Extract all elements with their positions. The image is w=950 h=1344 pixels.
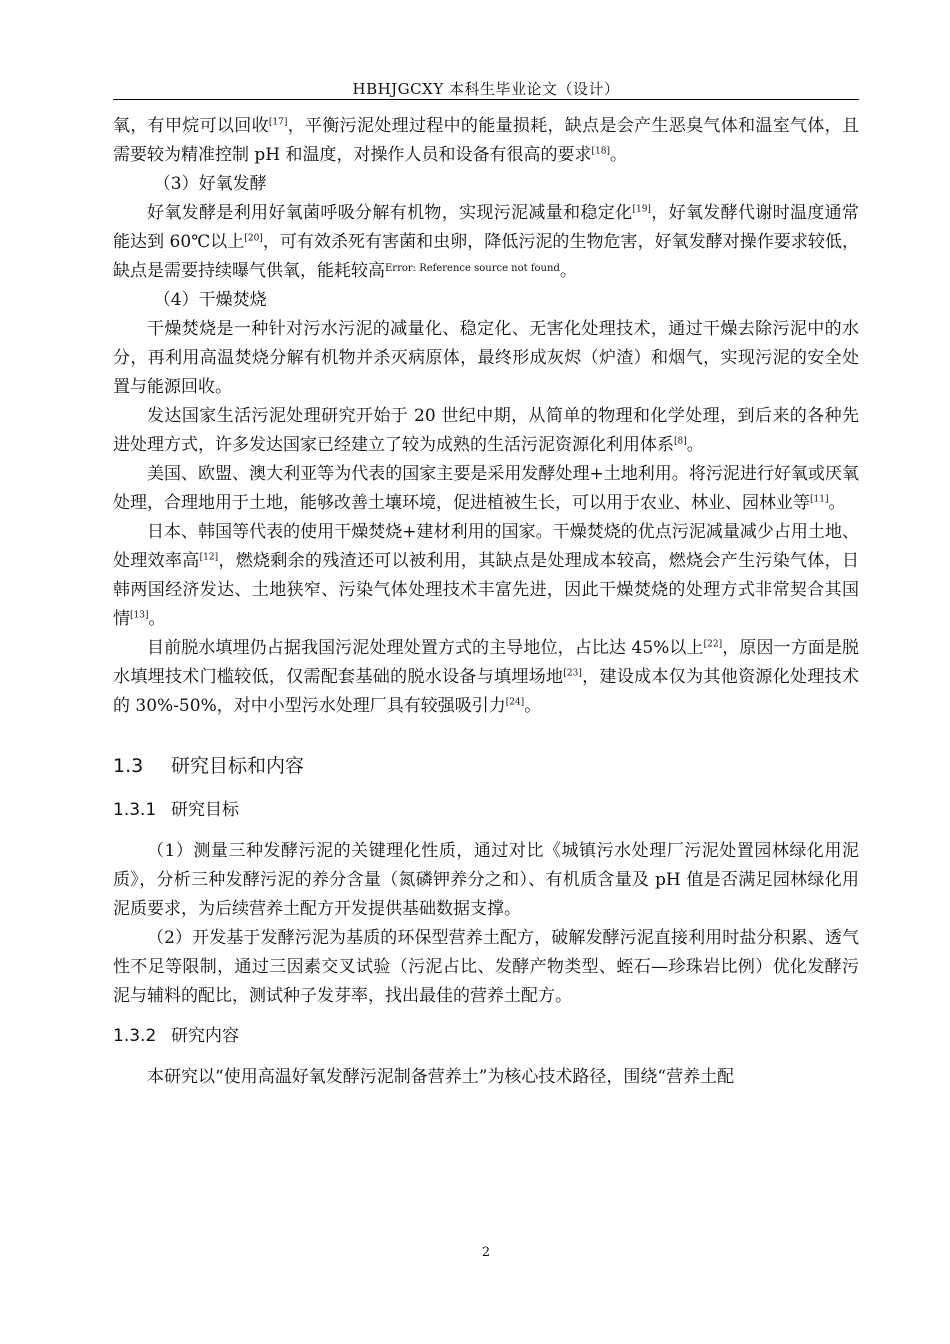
- paragraph-text: 日本、韩国等代表的使用干燥焚烧+建材利用的国家。干燥焚烧的优点污泥减量减少占用土地、处理效率高: [113, 522, 859, 571]
- page-body: [113, 112, 859, 1092]
- paragraph-text: （1）测量三种发酵污泥的关键理化性质，通过对比《城镇污水处理厂污泥处置园林绿化用泥质》，分析三种发酵污泥的养分含量（氮磷钾养分之和）、有机质含量及 pH 值是否满足园林绿化用泥质要求，为后续营养土配方开发提供基础数据支撑。: [113, 841, 859, 919]
- paragraph-group-content: [113, 1063, 859, 1092]
- paragraph-text: 。: [148, 609, 166, 629]
- section-heading-1-3: [113, 751, 859, 781]
- paragraph-text: 美国、欧盟、澳大利亚等为代表的国家主要是采用发酵处理+土地利用。将污泥进行好氧或厌氧处理，合理地用于土地，能够改善土壤环境，促进植被生长，可以用于农业、林业、园林业等: [113, 464, 859, 513]
- paragraph-text: 。: [828, 493, 846, 513]
- section-heading-1-3-1: [113, 795, 859, 825]
- citation-ref: [8]: [674, 436, 687, 447]
- citation-ref: [24]: [505, 697, 525, 708]
- body-paragraph: [113, 924, 859, 1011]
- citation-ref: [12]: [199, 552, 219, 563]
- page-number: 2: [481, 1245, 491, 1260]
- paragraph-text: ，燃烧剩余的残渣还可以被利用，其缺点是处理成本较高，燃烧会产生污染气体，日韩两国经济发达、土地狭窄、污染气体处理技术丰富先进，因此干燥焚烧的处理方式非常契合其国情: [113, 551, 859, 629]
- citation-ref: [18]: [591, 146, 610, 157]
- body-paragraph: [113, 170, 859, 199]
- body-paragraph: [113, 1063, 859, 1092]
- citation-ref: [20]: [244, 233, 263, 244]
- paragraph-text: 目前脱水填埋仍占据我国污泥处理处置方式的主导地位，占比达 45%以上: [147, 638, 704, 658]
- section-title: 研究目标: [171, 800, 239, 820]
- paragraph-text: 发达国家生活污泥处理研究开始于 20 世纪中期，从简单的物理和化学处理，到后来的各种先进处理方式，许多发达国家已经建立了较为成熟的生活污泥资源化利用体系: [113, 406, 859, 455]
- paragraph-text: （4）干燥焚烧: [153, 290, 267, 310]
- paragraph-text: 。: [524, 696, 542, 716]
- body-paragraph: [113, 112, 859, 170]
- paragraph-group-background: [113, 112, 859, 721]
- citation-ref: [13]: [130, 610, 149, 621]
- paragraph-text: 本研究以“使用高温好氧发酵污泥制备营养土”为核心技术路径，围绕“营养土配: [147, 1067, 735, 1087]
- paragraph-text: ，原因一方面是脱水填埋技术门槛较低，仅需配套基础的脱水设备与填埋场地: [113, 638, 859, 687]
- paragraph-text: ，好氧发酵代谢时温度通常能达到 60℃以上: [113, 203, 860, 252]
- citation-ref: [19]: [632, 204, 651, 215]
- section-number: 1.3.2: [113, 1026, 157, 1046]
- section-title: 研究目标和内容: [171, 755, 305, 777]
- citation-ref: Error: Reference source not found: [385, 263, 560, 274]
- section-number: 1.3: [113, 755, 144, 777]
- paragraph-text: 。: [610, 145, 627, 165]
- body-paragraph: [113, 634, 859, 721]
- paragraph-text: 干燥焚烧是一种针对污水污泥的减量化、稳定化、无害化处理技术，通过干燥去除污泥中的水分，再利用高温焚烧分解有机物并杀灭病原体，最终形成灰烬（炉渣）和烟气，实现污泥的安全处置与能源回收。: [113, 319, 859, 397]
- body-paragraph: [113, 199, 859, 286]
- header-rule: [113, 99, 859, 100]
- paragraph-text: ，建设成本仅为其他资源化处理技术的 30%-50%，对中小型污水处理厂具有较强吸引力: [113, 667, 860, 716]
- section-title: 研究内容: [171, 1026, 239, 1046]
- body-paragraph: [113, 837, 859, 924]
- section-heading-1-3-2: [113, 1021, 859, 1051]
- running-header: HBHJGCXY 本科生毕业论文（设计）: [352, 80, 620, 98]
- body-paragraph: [113, 315, 859, 402]
- paragraph-group-goals: [113, 837, 859, 1011]
- citation-ref: [17]: [268, 117, 288, 128]
- paragraph-text: 。: [559, 261, 577, 281]
- citation-ref: [11]: [810, 494, 829, 505]
- paragraph-text: 好氧发酵是利用好氧菌呼吸分解有机物，实现污泥减量和稳定化: [147, 203, 633, 223]
- citation-ref: [23]: [563, 668, 582, 679]
- paragraph-text: ，平衡污泥处理过程中的能量损耗，缺点是会产生恶臭气体和温室气体，且需要较为精准控制 pH 和温度，对操作人员和设备有很高的要求: [113, 116, 860, 165]
- section-number: 1.3.1: [113, 800, 157, 820]
- paragraph-text: ，可有效杀死有害菌和虫卵，降低污泥的生物危害，好氧发酵对操作要求较低，缺点是需要持续曝气供氧，能耗较高: [113, 232, 859, 281]
- body-paragraph: [113, 460, 859, 518]
- body-paragraph: [113, 286, 859, 315]
- citation-ref: [22]: [703, 639, 723, 650]
- paragraph-text: 。: [686, 435, 704, 455]
- paragraph-text: 氧，有甲烷可以回收: [113, 116, 269, 136]
- paragraph-text: （2）开发基于发酵污泥为基质的环保型营养土配方，破解发酵污泥直接利用时盐分积累、透气性不足等限制，通过三因素交叉试验（污泥占比、发酵产物类型、蛭石—珍珠岩比例）优化发酵污泥与辅料的配比，测试种子发芽率，找出最佳的营养土配方。: [113, 928, 859, 1006]
- body-paragraph: [113, 402, 859, 460]
- paragraph-text: （3）好氧发酵: [153, 174, 267, 194]
- body-paragraph: [113, 518, 859, 634]
